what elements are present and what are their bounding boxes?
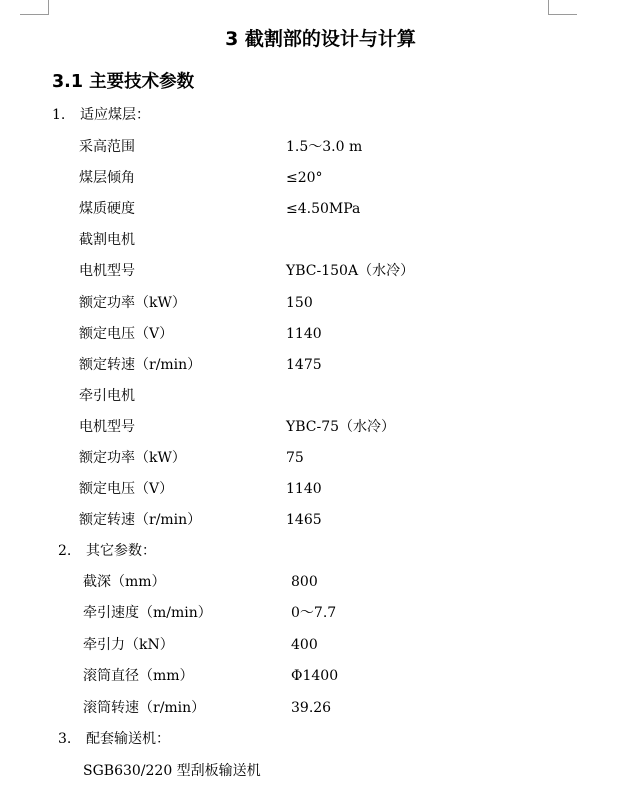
list-number: 3. (58, 731, 72, 747)
param-row (83, 697, 503, 719)
param-value: Φ1400 (291, 668, 339, 685)
param-row (79, 385, 499, 407)
list-item-1 (52, 104, 150, 126)
param-row (79, 167, 499, 189)
param-value: 150 (286, 294, 313, 311)
param-row (79, 136, 499, 158)
list-item-2 (58, 540, 156, 562)
param-label: 截割电机 (79, 232, 135, 249)
param-row (79, 416, 499, 438)
param-label: 牵引电机 (79, 387, 135, 404)
param-value: 39.26 (291, 699, 332, 716)
param-value: 800 (291, 574, 318, 590)
param-value: 0～7.7 (291, 605, 337, 622)
param-label: 采高范围 (79, 139, 135, 155)
list-label: 适应煤层： (80, 107, 150, 123)
list-number: 2. (58, 543, 72, 559)
param-label: 额定转速（r/min） (79, 356, 202, 373)
crop-mark-right-horizontal (549, 14, 577, 15)
param-label: 煤质硬度 (79, 201, 135, 218)
list-label: 其它参数： (86, 543, 156, 559)
param-value: 1.5～3.0 m (286, 139, 363, 155)
param-value: ≤4.50MPa (286, 201, 361, 218)
param-value: 1475 (286, 356, 322, 373)
param-value: YBC-75（水冷） (286, 418, 396, 435)
param-value: 400 (291, 636, 318, 653)
param-value: 1140 (286, 325, 322, 342)
list-number: 1. (52, 107, 66, 123)
param-label: 电机型号 (79, 418, 135, 435)
param-row (79, 478, 499, 500)
param-row (79, 509, 499, 531)
param-value: ≤20° (286, 170, 323, 187)
param-label: 额定功率（kW） (79, 450, 186, 466)
param-row (79, 323, 499, 345)
param-row (79, 198, 499, 220)
param-value: 1140 (286, 481, 322, 498)
param-row (83, 602, 503, 624)
section-heading: 3.1 主要技术参数 (52, 72, 195, 92)
param-row (83, 571, 503, 593)
param-value: YBC-150A（水冷） (286, 263, 415, 280)
param-value: 1465 (286, 512, 322, 529)
conveyor-text: SGB630/220 型刮板输送机 (83, 763, 261, 779)
crop-mark-right-vertical (548, 0, 549, 15)
chapter-title: 3 截割部的设计与计算 (225, 28, 416, 50)
param-label: 额定功率（kW） (79, 294, 186, 311)
param-label: 牵引速度（m/min） (83, 605, 212, 622)
param-label: 额定转速（r/min） (79, 512, 202, 529)
param-label: 额定电压（V） (79, 325, 174, 342)
param-row (83, 665, 503, 687)
list-item-3 (58, 728, 170, 750)
param-label: 煤层倾角 (79, 170, 135, 187)
list-label: 配套输送机： (86, 731, 170, 747)
param-label: 滚筒直径（mm） (83, 668, 194, 685)
param-label: 滚筒转速（r/min） (83, 699, 206, 716)
param-label: 牵引力（kN） (83, 636, 174, 653)
param-label: 电机型号 (79, 263, 135, 280)
param-label: 截深（mm） (83, 574, 166, 590)
crop-mark-left-horizontal (20, 14, 48, 15)
param-row (83, 634, 503, 656)
param-row (79, 354, 499, 376)
param-row (79, 292, 499, 314)
param-row (79, 260, 499, 282)
param-label: 额定电压（V） (79, 481, 174, 498)
param-value: 75 (286, 450, 304, 466)
crop-mark-left-vertical (48, 0, 49, 15)
param-row (79, 229, 499, 251)
param-row (79, 447, 499, 469)
